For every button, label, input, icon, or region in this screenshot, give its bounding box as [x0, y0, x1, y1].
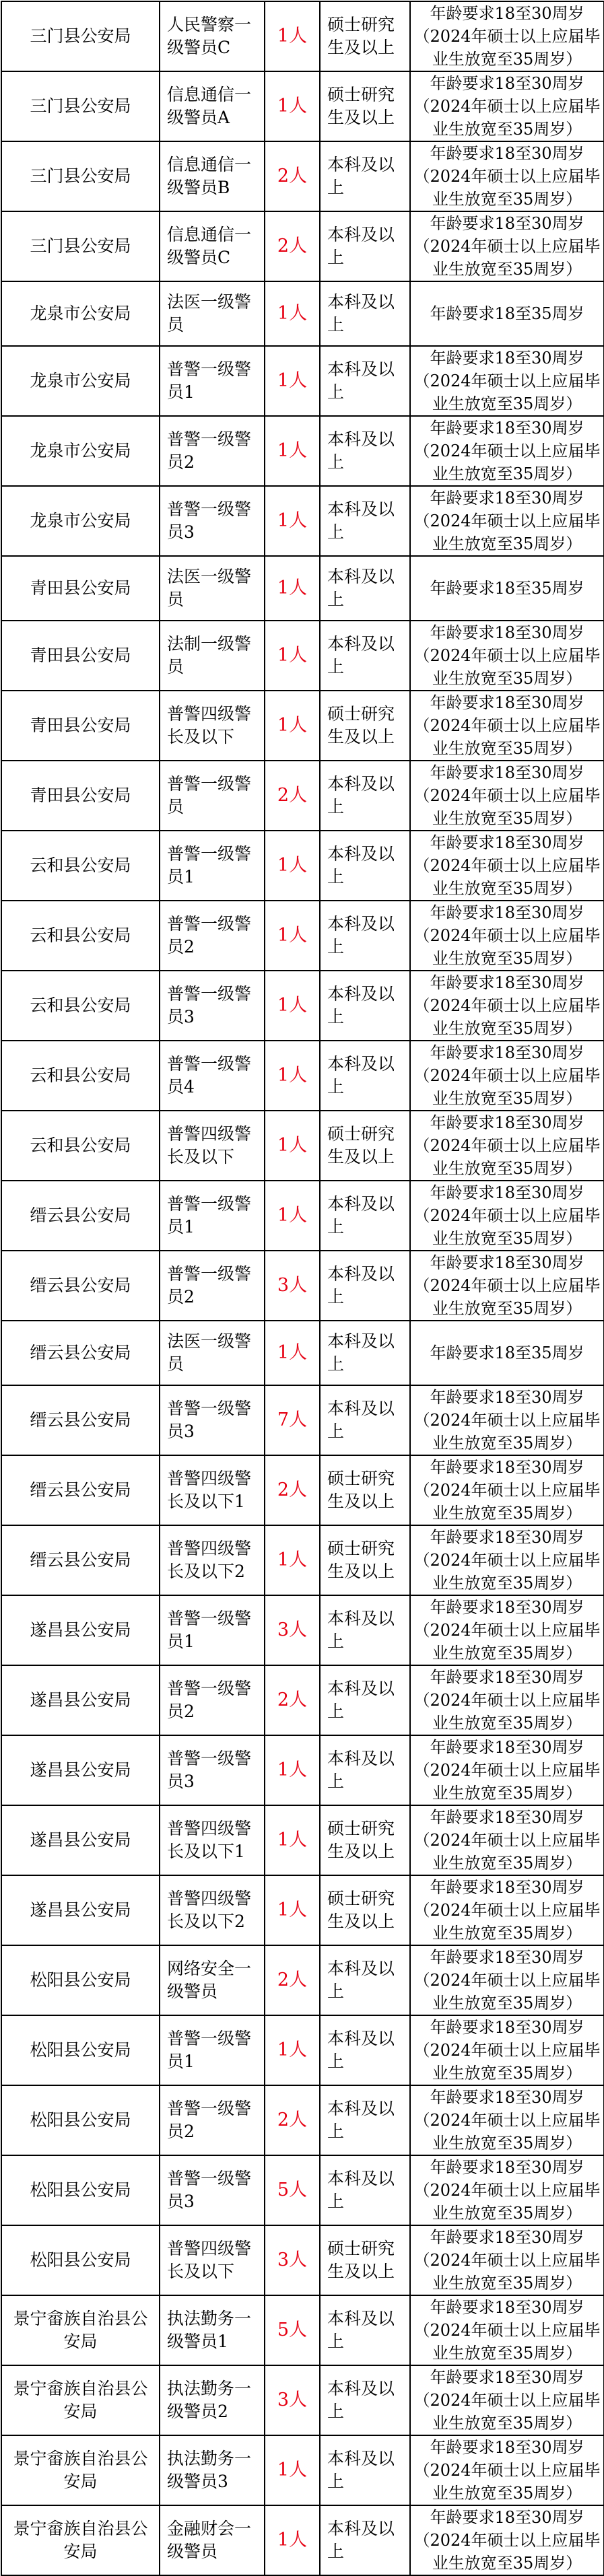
- requirement-cell: 年龄要求18至30周岁（2024年硕士以上应届毕业生放宽至35周岁）: [410, 1, 604, 71]
- post-cell: 执法勤务一级警员1: [160, 2295, 265, 2365]
- requirement-cell: 年龄要求18至35周岁: [410, 1321, 604, 1385]
- education-cell: 本科及以上: [320, 761, 410, 831]
- requirement-cell: 年龄要求18至30周岁（2024年硕士以上应届毕业生放宽至35周岁）: [410, 901, 604, 971]
- post-cell: 普警一级警员: [160, 761, 265, 831]
- unit-cell: 云和县公安局: [1, 831, 160, 901]
- requirement-cell: 年龄要求18至30周岁（2024年硕士以上应届毕业生放宽至35周岁）: [410, 691, 604, 761]
- requirement-cell: 年龄要求18至30周岁（2024年硕士以上应届毕业生放宽至35周岁）: [410, 2505, 604, 2575]
- table-row: [1, 2015, 604, 2085]
- table-row: [1, 416, 604, 486]
- count-cell: 2人: [265, 1455, 320, 1525]
- count-cell: 7人: [265, 1385, 320, 1455]
- post-cell: 普警一级警员2: [160, 1251, 265, 1321]
- requirement-cell: 年龄要求18至30周岁（2024年硕士以上应届毕业生放宽至35周岁）: [410, 1251, 604, 1321]
- post-cell: 普警四级警长及以下: [160, 2225, 265, 2295]
- requirement-cell: 年龄要求18至30周岁（2024年硕士以上应届毕业生放宽至35周岁）: [410, 1111, 604, 1181]
- education-cell: 本科及以上: [320, 281, 410, 346]
- education-cell: 本科及以上: [320, 621, 410, 691]
- count-cell: 1人: [265, 1041, 320, 1111]
- unit-cell: 三门县公安局: [1, 211, 160, 281]
- requirement-cell: 年龄要求18至30周岁（2024年硕士以上应届毕业生放宽至35周岁）: [410, 1525, 604, 1595]
- unit-cell: 遂昌县公安局: [1, 1595, 160, 1665]
- post-cell: 信息通信一级警员B: [160, 141, 265, 211]
- table-row: [1, 71, 604, 141]
- post-cell: 普警四级警长及以下2: [160, 1875, 265, 1945]
- count-cell: 1人: [265, 416, 320, 486]
- requirement-cell: 年龄要求18至30周岁（2024年硕士以上应届毕业生放宽至35周岁）: [410, 1181, 604, 1251]
- count-cell: 1人: [265, 486, 320, 556]
- requirement-cell: 年龄要求18至30周岁（2024年硕士以上应届毕业生放宽至35周岁）: [410, 2435, 604, 2505]
- unit-cell: 云和县公安局: [1, 1041, 160, 1111]
- post-cell: 执法勤务一级警员2: [160, 2365, 265, 2435]
- unit-cell: 缙云县公安局: [1, 1385, 160, 1455]
- table-row: [1, 1805, 604, 1875]
- count-cell: 5人: [265, 2295, 320, 2365]
- table-row: [1, 761, 604, 831]
- education-cell: 本科及以上: [320, 1181, 410, 1251]
- education-cell: 本科及以上: [320, 1735, 410, 1805]
- count-cell: 1人: [265, 1525, 320, 1595]
- requirement-cell: 年龄要求18至35周岁: [410, 556, 604, 621]
- table-row: [1, 1181, 604, 1251]
- count-cell: 1人: [265, 971, 320, 1041]
- education-cell: 本科及以上: [320, 901, 410, 971]
- count-cell: 1人: [265, 346, 320, 416]
- requirement-cell: 年龄要求18至30周岁（2024年硕士以上应届毕业生放宽至35周岁）: [410, 831, 604, 901]
- post-cell: 普警一级警员1: [160, 346, 265, 416]
- education-cell: 硕士研究生及以上: [320, 1111, 410, 1181]
- unit-cell: 松阳县公安局: [1, 2155, 160, 2225]
- post-cell: 普警一级警员3: [160, 1735, 265, 1805]
- requirement-cell: 年龄要求18至30周岁（2024年硕士以上应届毕业生放宽至35周岁）: [410, 2365, 604, 2435]
- count-cell: 3人: [265, 1595, 320, 1665]
- count-cell: 2人: [265, 761, 320, 831]
- post-cell: 普警一级警员2: [160, 1665, 265, 1735]
- unit-cell: 遂昌县公安局: [1, 1665, 160, 1735]
- table-row: [1, 141, 604, 211]
- requirement-cell: 年龄要求18至30周岁（2024年硕士以上应届毕业生放宽至35周岁）: [410, 2085, 604, 2155]
- unit-cell: 龙泉市公安局: [1, 346, 160, 416]
- count-cell: 1人: [265, 556, 320, 621]
- unit-cell: 景宁畲族自治县公安局: [1, 2365, 160, 2435]
- education-cell: 硕士研究生及以上: [320, 1525, 410, 1595]
- table-row: [1, 2435, 604, 2505]
- requirement-cell: 年龄要求18至30周岁（2024年硕士以上应届毕业生放宽至35周岁）: [410, 1595, 604, 1665]
- unit-cell: 三门县公安局: [1, 141, 160, 211]
- unit-cell: 松阳县公安局: [1, 2085, 160, 2155]
- unit-cell: 青田县公安局: [1, 621, 160, 691]
- recruitment-table-body: [1, 1, 604, 2575]
- table-row: [1, 1041, 604, 1111]
- count-cell: 1人: [265, 1111, 320, 1181]
- unit-cell: 青田县公安局: [1, 691, 160, 761]
- requirement-cell: 年龄要求18至30周岁（2024年硕士以上应届毕业生放宽至35周岁）: [410, 2295, 604, 2365]
- count-cell: 1人: [265, 1181, 320, 1251]
- education-cell: 本科及以上: [320, 2295, 410, 2365]
- requirement-cell: 年龄要求18至30周岁（2024年硕士以上应届毕业生放宽至35周岁）: [410, 1455, 604, 1525]
- post-cell: 网络安全一级警员: [160, 1945, 265, 2015]
- table-row: [1, 1111, 604, 1181]
- education-cell: 硕士研究生及以上: [320, 2225, 410, 2295]
- education-cell: 本科及以上: [320, 486, 410, 556]
- requirement-cell: 年龄要求18至30周岁（2024年硕士以上应届毕业生放宽至35周岁）: [410, 1805, 604, 1875]
- post-cell: 普警一级警员3: [160, 1385, 265, 1455]
- table-row: [1, 2505, 604, 2575]
- education-cell: 本科及以上: [320, 1251, 410, 1321]
- post-cell: 普警四级警长及以下1: [160, 1805, 265, 1875]
- education-cell: 本科及以上: [320, 2085, 410, 2155]
- table-row: [1, 556, 604, 621]
- count-cell: 2人: [265, 2085, 320, 2155]
- count-cell: 3人: [265, 2225, 320, 2295]
- requirement-cell: 年龄要求18至30周岁（2024年硕士以上应届毕业生放宽至35周岁）: [410, 761, 604, 831]
- count-cell: 1人: [265, 1875, 320, 1945]
- post-cell: 普警一级警员1: [160, 1181, 265, 1251]
- count-cell: 1人: [265, 281, 320, 346]
- post-cell: 普警四级警长及以下2: [160, 1525, 265, 1595]
- count-cell: 2人: [265, 1945, 320, 2015]
- unit-cell: 龙泉市公安局: [1, 416, 160, 486]
- post-cell: 普警四级警长及以下1: [160, 1455, 265, 1525]
- table-row: [1, 2295, 604, 2365]
- education-cell: 硕士研究生及以上: [320, 1, 410, 71]
- education-cell: 本科及以上: [320, 1041, 410, 1111]
- unit-cell: 三门县公安局: [1, 71, 160, 141]
- education-cell: 硕士研究生及以上: [320, 1875, 410, 1945]
- table-row: [1, 346, 604, 416]
- unit-cell: 遂昌县公安局: [1, 1735, 160, 1805]
- unit-cell: 景宁畲族自治县公安局: [1, 2435, 160, 2505]
- count-cell: 2人: [265, 211, 320, 281]
- requirement-cell: 年龄要求18至30周岁（2024年硕士以上应届毕业生放宽至35周岁）: [410, 2155, 604, 2225]
- requirement-cell: 年龄要求18至30周岁（2024年硕士以上应届毕业生放宽至35周岁）: [410, 141, 604, 211]
- table-row: [1, 2365, 604, 2435]
- unit-cell: 景宁畲族自治县公安局: [1, 2295, 160, 2365]
- requirement-cell: 年龄要求18至35周岁: [410, 281, 604, 346]
- post-cell: 普警一级警员3: [160, 2155, 265, 2225]
- post-cell: 普警一级警员1: [160, 831, 265, 901]
- requirement-cell: 年龄要求18至30周岁（2024年硕士以上应届毕业生放宽至35周岁）: [410, 211, 604, 281]
- requirement-cell: 年龄要求18至30周岁（2024年硕士以上应届毕业生放宽至35周岁）: [410, 1041, 604, 1111]
- education-cell: 硕士研究生及以上: [320, 71, 410, 141]
- unit-cell: 遂昌县公安局: [1, 1805, 160, 1875]
- post-cell: 普警一级警员1: [160, 1595, 265, 1665]
- count-cell: 1人: [265, 1805, 320, 1875]
- requirement-cell: 年龄要求18至30周岁（2024年硕士以上应届毕业生放宽至35周岁）: [410, 486, 604, 556]
- table-row: [1, 1455, 604, 1525]
- requirement-cell: 年龄要求18至30周岁（2024年硕士以上应届毕业生放宽至35周岁）: [410, 1945, 604, 2015]
- table-row: [1, 2085, 604, 2155]
- requirement-cell: 年龄要求18至30周岁（2024年硕士以上应届毕业生放宽至35周岁）: [410, 1875, 604, 1945]
- table-row: [1, 971, 604, 1041]
- count-cell: 1人: [265, 2435, 320, 2505]
- education-cell: 硕士研究生及以上: [320, 1455, 410, 1525]
- education-cell: 本科及以上: [320, 1595, 410, 1665]
- unit-cell: 遂昌县公安局: [1, 1875, 160, 1945]
- table-row: [1, 1251, 604, 1321]
- count-cell: 3人: [265, 2365, 320, 2435]
- education-cell: 本科及以上: [320, 556, 410, 621]
- post-cell: 普警四级警长及以下: [160, 691, 265, 761]
- unit-cell: 青田县公安局: [1, 761, 160, 831]
- count-cell: 1人: [265, 621, 320, 691]
- unit-cell: 云和县公安局: [1, 901, 160, 971]
- table-row: [1, 1875, 604, 1945]
- table-row: [1, 2225, 604, 2295]
- education-cell: 本科及以上: [320, 1321, 410, 1385]
- requirement-cell: 年龄要求18至30周岁（2024年硕士以上应届毕业生放宽至35周岁）: [410, 2015, 604, 2085]
- table-row: [1, 1321, 604, 1385]
- requirement-cell: 年龄要求18至30周岁（2024年硕士以上应届毕业生放宽至35周岁）: [410, 1385, 604, 1455]
- unit-cell: 缙云县公安局: [1, 1455, 160, 1525]
- post-cell: 普警一级警员2: [160, 901, 265, 971]
- unit-cell: 三门县公安局: [1, 1, 160, 71]
- education-cell: 硕士研究生及以上: [320, 1805, 410, 1875]
- table-row: [1, 1385, 604, 1455]
- education-cell: 本科及以上: [320, 2365, 410, 2435]
- post-cell: 普警一级警员3: [160, 971, 265, 1041]
- unit-cell: 青田县公安局: [1, 556, 160, 621]
- table-row: [1, 211, 604, 281]
- education-cell: 本科及以上: [320, 141, 410, 211]
- count-cell: 1人: [265, 2505, 320, 2575]
- post-cell: 普警一级警员4: [160, 1041, 265, 1111]
- table-row: [1, 1, 604, 71]
- recruitment-table: [1, 1, 604, 2576]
- count-cell: 1人: [265, 1321, 320, 1385]
- post-cell: 普警一级警员2: [160, 2085, 265, 2155]
- count-cell: 1人: [265, 831, 320, 901]
- requirement-cell: 年龄要求18至30周岁（2024年硕士以上应届毕业生放宽至35周岁）: [410, 346, 604, 416]
- table-row: [1, 486, 604, 556]
- unit-cell: 景宁畲族自治县公安局: [1, 2505, 160, 2575]
- education-cell: 本科及以上: [320, 971, 410, 1041]
- education-cell: 本科及以上: [320, 1665, 410, 1735]
- table-row: [1, 1595, 604, 1665]
- unit-cell: 龙泉市公安局: [1, 281, 160, 346]
- unit-cell: 云和县公安局: [1, 971, 160, 1041]
- count-cell: 3人: [265, 1251, 320, 1321]
- table-row: [1, 1735, 604, 1805]
- post-cell: 法制一级警员: [160, 621, 265, 691]
- education-cell: 本科及以上: [320, 1945, 410, 2015]
- education-cell: 本科及以上: [320, 1385, 410, 1455]
- education-cell: 本科及以上: [320, 2505, 410, 2575]
- table-row: [1, 1525, 604, 1595]
- unit-cell: 缙云县公安局: [1, 1321, 160, 1385]
- education-cell: 本科及以上: [320, 2155, 410, 2225]
- count-cell: 5人: [265, 2155, 320, 2225]
- post-cell: 普警四级警长及以下: [160, 1111, 265, 1181]
- post-cell: 信息通信一级警员A: [160, 71, 265, 141]
- requirement-cell: 年龄要求18至30周岁（2024年硕士以上应届毕业生放宽至35周岁）: [410, 416, 604, 486]
- unit-cell: 松阳县公安局: [1, 2225, 160, 2295]
- education-cell: 本科及以上: [320, 346, 410, 416]
- education-cell: 本科及以上: [320, 416, 410, 486]
- unit-cell: 缙云县公安局: [1, 1251, 160, 1321]
- education-cell: 硕士研究生及以上: [320, 691, 410, 761]
- unit-cell: 缙云县公安局: [1, 1181, 160, 1251]
- table-row: [1, 831, 604, 901]
- unit-cell: 缙云县公安局: [1, 1525, 160, 1595]
- count-cell: 2人: [265, 1665, 320, 1735]
- post-cell: 法医一级警员: [160, 556, 265, 621]
- count-cell: 1人: [265, 691, 320, 761]
- post-cell: 法医一级警员: [160, 281, 265, 346]
- count-cell: 1人: [265, 71, 320, 141]
- table-row: [1, 691, 604, 761]
- table-row: [1, 1945, 604, 2015]
- education-cell: 本科及以上: [320, 831, 410, 901]
- requirement-cell: 年龄要求18至30周岁（2024年硕士以上应届毕业生放宽至35周岁）: [410, 971, 604, 1041]
- unit-cell: 云和县公安局: [1, 1111, 160, 1181]
- unit-cell: 龙泉市公安局: [1, 486, 160, 556]
- post-cell: 信息通信一级警员C: [160, 211, 265, 281]
- requirement-cell: 年龄要求18至30周岁（2024年硕士以上应届毕业生放宽至35周岁）: [410, 71, 604, 141]
- requirement-cell: 年龄要求18至30周岁（2024年硕士以上应届毕业生放宽至35周岁）: [410, 1665, 604, 1735]
- post-cell: 普警一级警员2: [160, 416, 265, 486]
- requirement-cell: 年龄要求18至30周岁（2024年硕士以上应届毕业生放宽至35周岁）: [410, 621, 604, 691]
- count-cell: 1人: [265, 901, 320, 971]
- post-cell: 普警一级警员3: [160, 486, 265, 556]
- requirement-cell: 年龄要求18至30周岁（2024年硕士以上应届毕业生放宽至35周岁）: [410, 1735, 604, 1805]
- requirement-cell: 年龄要求18至30周岁（2024年硕士以上应届毕业生放宽至35周岁）: [410, 2225, 604, 2295]
- education-cell: 本科及以上: [320, 2435, 410, 2505]
- post-cell: 法医一级警员: [160, 1321, 265, 1385]
- table-row: [1, 901, 604, 971]
- table-row: [1, 1665, 604, 1735]
- post-cell: 人民警察一级警员C: [160, 1, 265, 71]
- post-cell: 普警一级警员1: [160, 2015, 265, 2085]
- unit-cell: 松阳县公安局: [1, 2015, 160, 2085]
- count-cell: 1人: [265, 1, 320, 71]
- education-cell: 本科及以上: [320, 211, 410, 281]
- post-cell: 金融财会一级警员: [160, 2505, 265, 2575]
- education-cell: 本科及以上: [320, 2015, 410, 2085]
- count-cell: 2人: [265, 141, 320, 211]
- count-cell: 1人: [265, 1735, 320, 1805]
- count-cell: 1人: [265, 2015, 320, 2085]
- unit-cell: 松阳县公安局: [1, 1945, 160, 2015]
- table-row: [1, 621, 604, 691]
- table-row: [1, 281, 604, 346]
- post-cell: 执法勤务一级警员3: [160, 2435, 265, 2505]
- table-row: [1, 2155, 604, 2225]
